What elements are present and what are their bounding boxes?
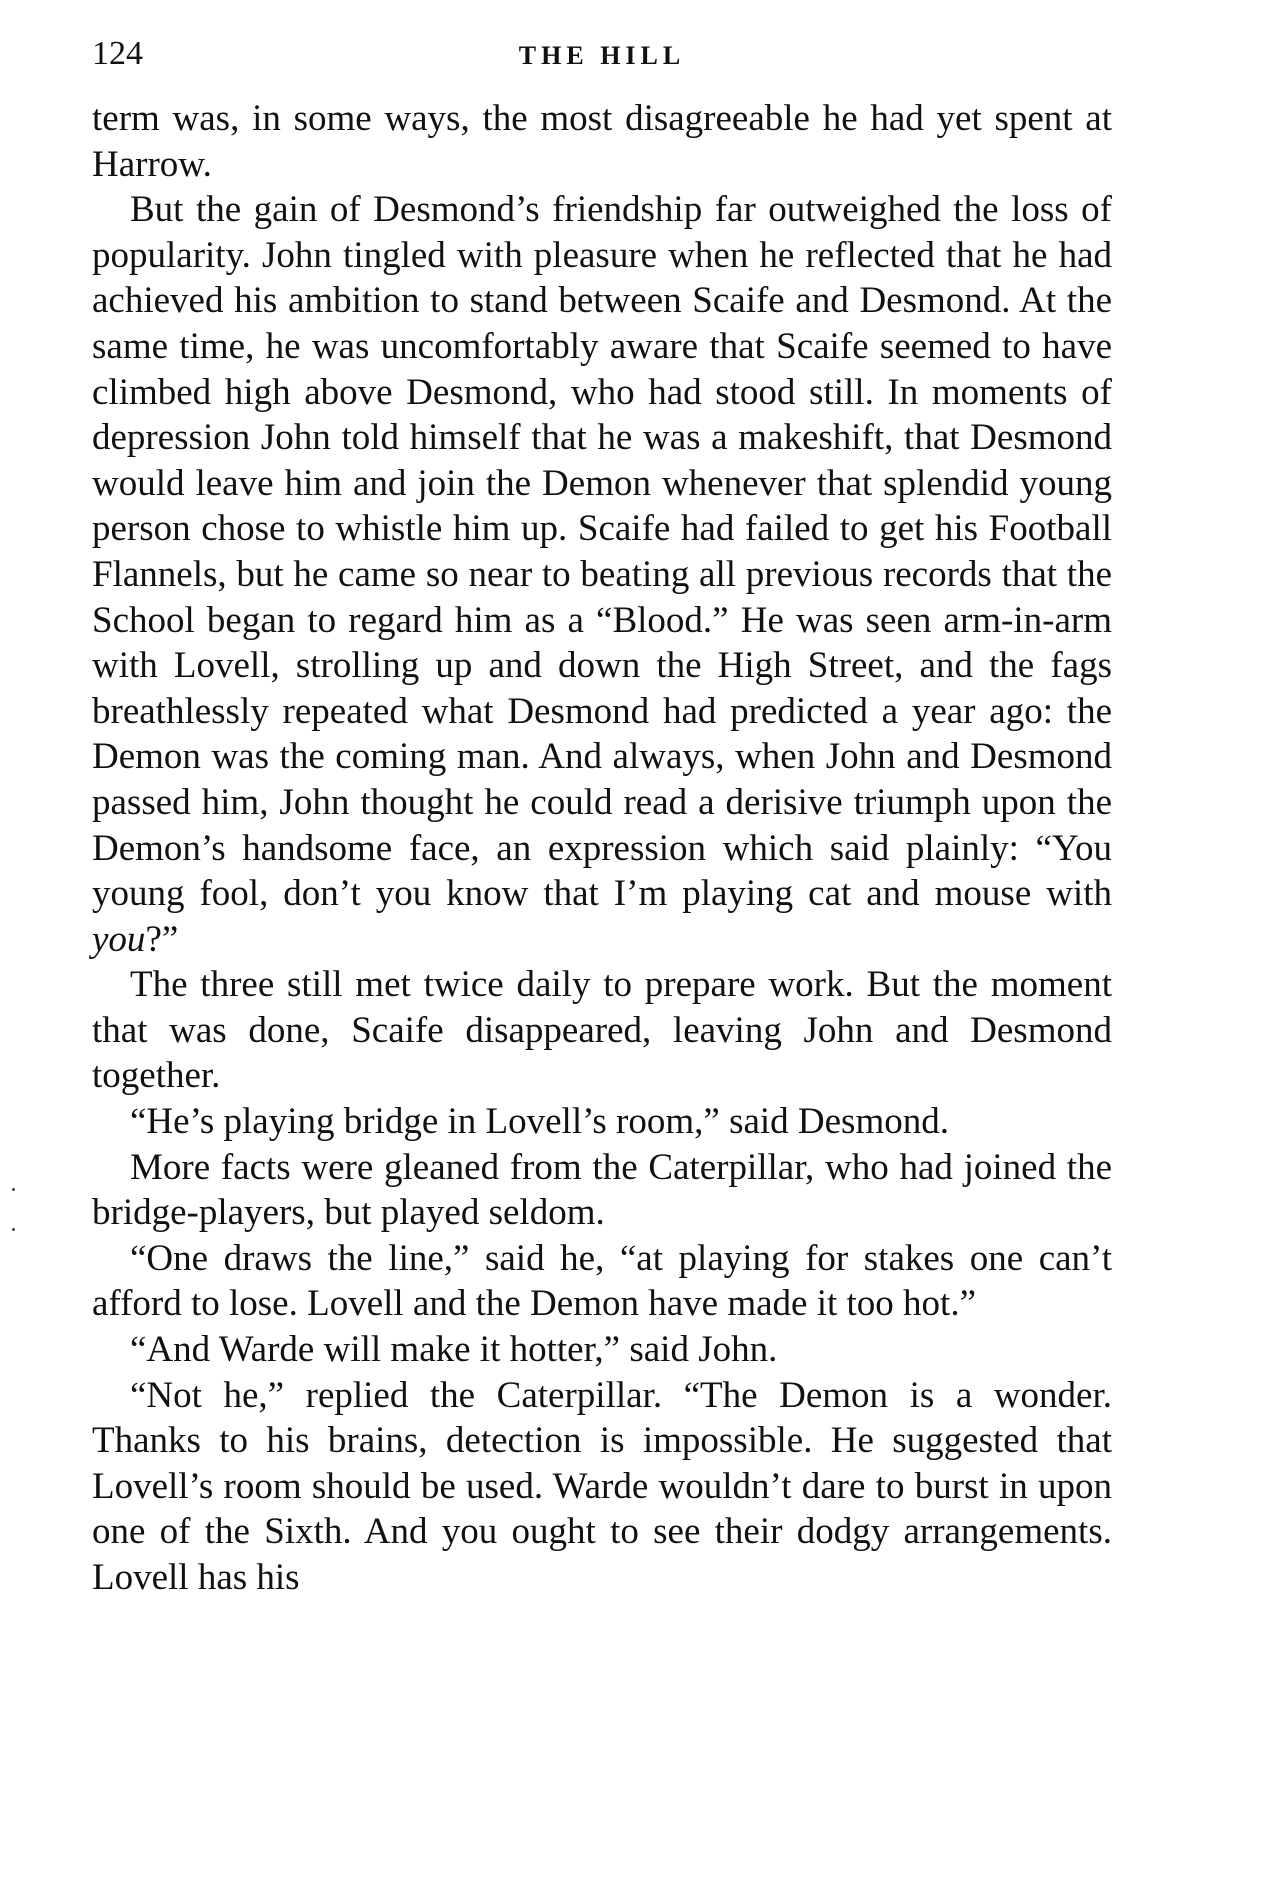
paragraph: More facts were gleaned from the Caterpillar, who had joined the bridge-players, but played seldom. — [92, 1146, 1112, 1234]
paragraph: “He’s playing bridge in Lovell’s room,” said Desmond. — [130, 1101, 949, 1143]
stray-mark — [12, 1228, 15, 1231]
paragraph-text: But the gain of Desmond’s friendship far outweighed the loss of popularity. John tingled with pleasure when he reflected that he had achieved his ambition to stand between Scaife and Desmond. At the same time, he was uncomfortably aware that Scaife seemed to have climbed high above Desmond, who had stood still. In moments of depression John told himself that he was a makeshift, that Desmond would leave him and join the Demon whenever that splendid young person chose to whistle him up. Scaife had failed to get his Football Flannels, but he came so near to beating all previous records that the School began to regard him as a “Blood.” He was seen arm-in-arm with Lovell, strolling up and down the High Street, and the fags breathlessly repeated what Desmond had predicted a year ago: the Demon was the coming man. And always, when John and Desmond passed him, John thought he could read a derisive triumph upon the Demon’s handsome face, an expression which said plainly: “You young fool, don’t you know that I’m playing cat and mouse with — [92, 189, 1112, 915]
page-number: 124 — [92, 35, 143, 72]
paragraph: “And Warde will make it hotter,” said John. — [130, 1329, 778, 1371]
paragraph: “Not he,” replied the Caterpillar. “The Demon is a wonder. Thanks to his brains, detection is impossible. He suggested that Lovell’s room should be used. Warde wouldn’t dare to burst in upon one of the Sixth. And you ought to see their dodgy arrangements. Lovell has his — [92, 1374, 1112, 1598]
paragraph — [92, 187, 1112, 962]
paragraph: “One draws the line,” said he, “at playing for stakes one can’t afford to lose. Lovell and the Demon have made it too hot.” — [92, 1237, 1112, 1325]
running-head: THE HILL — [518, 41, 686, 70]
paragraph: term was, in some ways, the most disagreeable he had yet spent at Harrow. — [92, 98, 1112, 185]
paragraph: The three still met twice daily to prepare work. But the moment that was done, Scaife disappeared, leaving John and Desmond together. — [92, 964, 1112, 1097]
body-text — [92, 96, 1112, 1601]
emphasis-text: you — [92, 918, 146, 960]
page-header — [92, 28, 1112, 78]
stray-mark — [12, 1188, 15, 1191]
paragraph-text-end: ?” — [145, 918, 179, 960]
